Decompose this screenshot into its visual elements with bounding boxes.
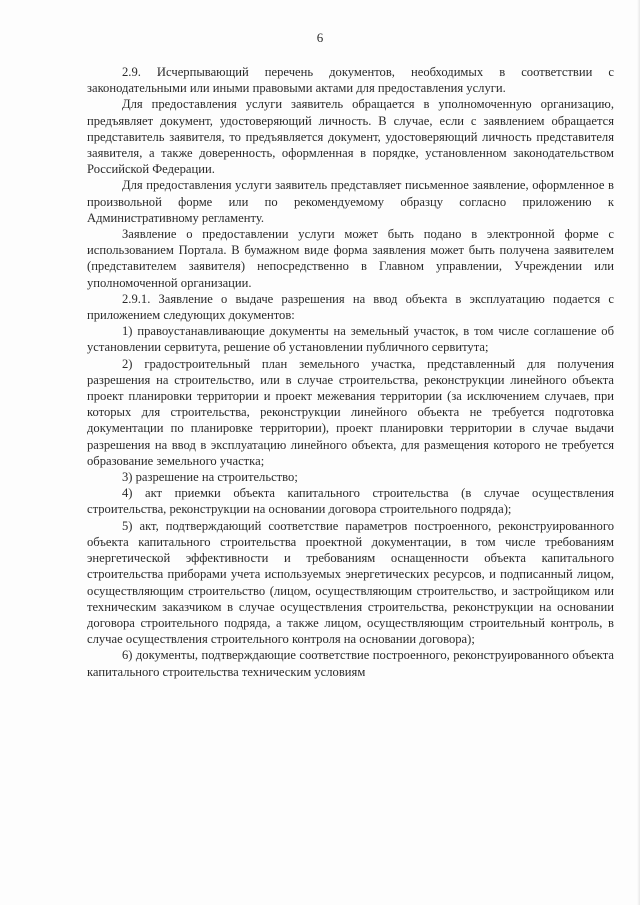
paragraph-identity-document: Для предоставления услуги заявитель обращается в уполномоченную организацию, предъявляет документ, удостоверяющий личность. В случае, если с заявлением обращается представитель заявителя, то предъявляется документ, удостоверяющий личность представителя заявителя, а также доверенность, оформленная в порядке, установленном законодательством Российской Федерации. [87, 97, 614, 177]
document-body [87, 64, 614, 680]
paragraph-2-9-1: 2.9.1. Заявление о выдаче разрешения на ввод объекта в эксплуатацию подается с приложением следующих документов: [87, 291, 614, 323]
list-item-3: 3) разрешение на строительство; [122, 470, 298, 485]
paragraph-electronic-form: Заявление о предоставлении услуги может быть подано в электронной форме с использованием Портала. В бумажном виде форма заявления может быть получена заявителем (представителем заявителя) непосредственно в Главном управлении, Учреждении или уполномоченной организации. [87, 227, 614, 290]
page-number: 6 [316, 30, 324, 45]
paragraph-2-9: 2.9. Исчерпывающий перечень документов, необходимых в соответствии с законодательными или иными правовыми актами для предоставления услуги. [87, 65, 614, 96]
list-item-2: 2) градостроительный план земельного участка, представленный для получения разрешения на строительство, или в случае строительства, реконструкции линейного объекта проект планировки территории и проект межевания территории (за исключением случаев, при которых для строительства, реконструкции линейного объекта не требуется подготовка документации по планировке территории), проект планировки территории в случае выдачи разрешения на ввод в эксплуатацию линейного объекта, для размещения которого не требуется образование земельного участка; [87, 356, 614, 468]
paragraph-written-application: Для предоставления услуги заявитель представляет письменное заявление, оформленное в произвольной форме или по рекомендуемому образцу согласно приложению к Административному регламенту. [87, 178, 614, 225]
list-item-1: 1) правоустанавливающие документы на земельный участок, в том числе соглашение об установлении сервитута, решение об установлении публичного сервитута; [87, 324, 614, 355]
list-item-5: 5) акт, подтверждающий соответствие параметров построенного, реконструированного объекта капитального строительства проектной документации, в том числе требованиям энергетической эффективности и требованиям оснащенности объекта капитального строительства приборами учета используемых энергетических ресурсов, и подписанный лицом, осуществляющим строительство (лицом, осуществляющим строительство, и застройщиком или техническим заказчиком в случае осуществления строительства, реконструкции на основании договора строительного подряда, а также лицом, осуществляющим строительный контроль, в случае осуществления строительного контроля на основании договора); [87, 518, 614, 647]
list-item-6: 6) документы, подтверждающие соответствие построенного, реконструированного объекта капитального строительства техническим условиям [87, 648, 614, 679]
list-item-4: 4) акт приемки объекта капитального строительства (в случае осуществления строительства, реконструкции на основании договора строительного подряда); [87, 486, 614, 517]
